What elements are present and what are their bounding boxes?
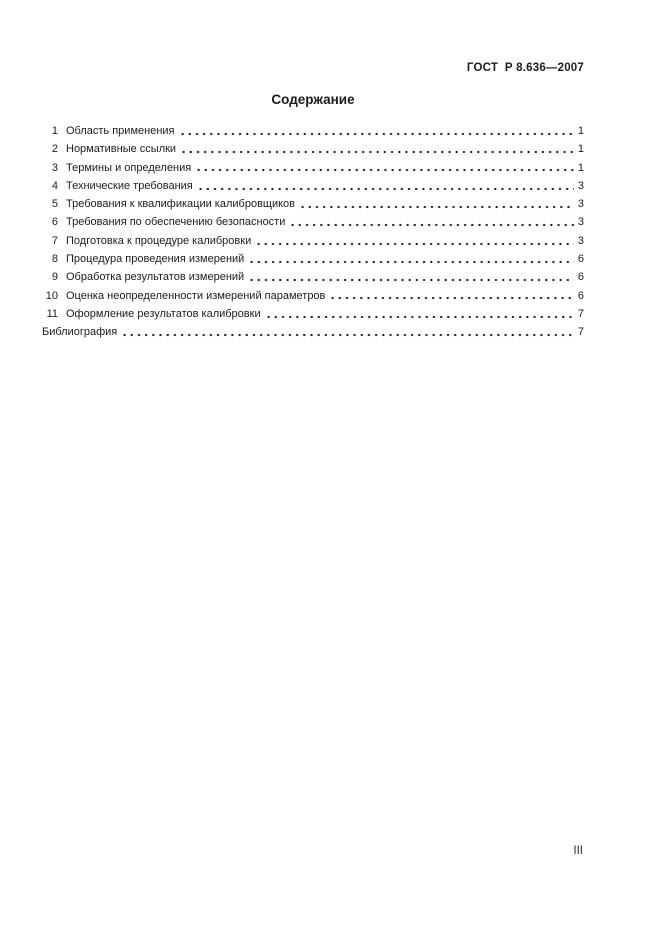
toc-entry-number: 9 [51,271,58,284]
dot-leader [263,305,574,323]
toc-entry-label: Нормативные ссылки [66,143,177,156]
toc-entry [42,268,584,286]
toc-entry-page: 3 [577,216,584,229]
toc-entry [42,323,584,341]
toc-entry-number: 11 [46,307,58,320]
toc-entry-label: Требования по обеспечению безопасности [66,216,286,229]
dot-leader [177,122,575,140]
toc-entry-number: 10 [45,289,58,302]
toc-entry-page: 3 [577,234,584,247]
toc-entry-label: Термины и определения [66,161,192,174]
toc-entry [42,177,584,195]
dot-leader [246,268,574,286]
toc-entry-number: 3 [51,161,58,174]
dot-leader [287,213,574,231]
toc-entry-number: 2 [51,143,58,156]
dot-leader [178,140,574,158]
toc-entry-page: 3 [577,179,584,192]
toc-entry-number: 5 [51,198,58,211]
toc-entry [42,159,584,177]
dot-leader [297,195,574,213]
toc-entry-page: 6 [577,289,584,302]
toc-entry-label: Требования к квалификации калибровщиков [66,198,296,211]
toc-entry-label: Процедура проведения измерений [66,253,245,266]
document-code: ГОСТ Р 8.636—2007 [466,62,584,74]
toc-entry-label: Обработка результатов измерений [66,271,245,284]
toc-entry [42,232,584,250]
toc-entry-number: 7 [51,234,58,247]
toc-entry-page: 1 [577,125,584,137]
toc-entry-label: Область применения [66,125,175,137]
page-number: III [573,845,583,857]
toc-entry-page: 7 [577,307,584,320]
toc-entry-label: Технические требования [66,179,193,192]
dot-leader [119,323,574,341]
toc-entry-page: 6 [577,253,584,266]
dot-leader [327,287,574,305]
table-of-contents [42,122,584,342]
toc-entry-number: 6 [51,216,58,229]
toc-entry-page: 1 [577,143,584,156]
toc-entry [42,195,584,213]
toc-entry [42,122,584,140]
toc-entry [42,305,584,323]
toc-entry-page: 6 [577,271,584,284]
toc-entry-page: 1 [577,161,584,174]
toc-entry-page: 7 [577,326,584,339]
toc-entry-label: Оформление результатов калибровки [66,307,261,320]
toc-entry [42,287,584,305]
toc-entry-number: 8 [51,253,58,266]
toc-entry [42,213,584,231]
toc-entry-label: Библиография [42,326,118,339]
dot-leader [193,159,574,177]
toc-entry-number: 1 [51,125,58,137]
toc-entry-label: Оценка неопределенности измерений параметров [66,289,326,302]
toc-entry-number: 4 [51,179,58,192]
toc-entry [42,140,584,158]
page-title: Содержание [271,92,355,107]
dot-leader [253,232,574,250]
dot-leader [246,250,574,268]
toc-entry-label: Подготовка к процедуре калибровки [66,234,252,247]
toc-entry-page: 3 [577,198,584,211]
dot-leader [195,177,574,195]
toc-entry [42,250,584,268]
